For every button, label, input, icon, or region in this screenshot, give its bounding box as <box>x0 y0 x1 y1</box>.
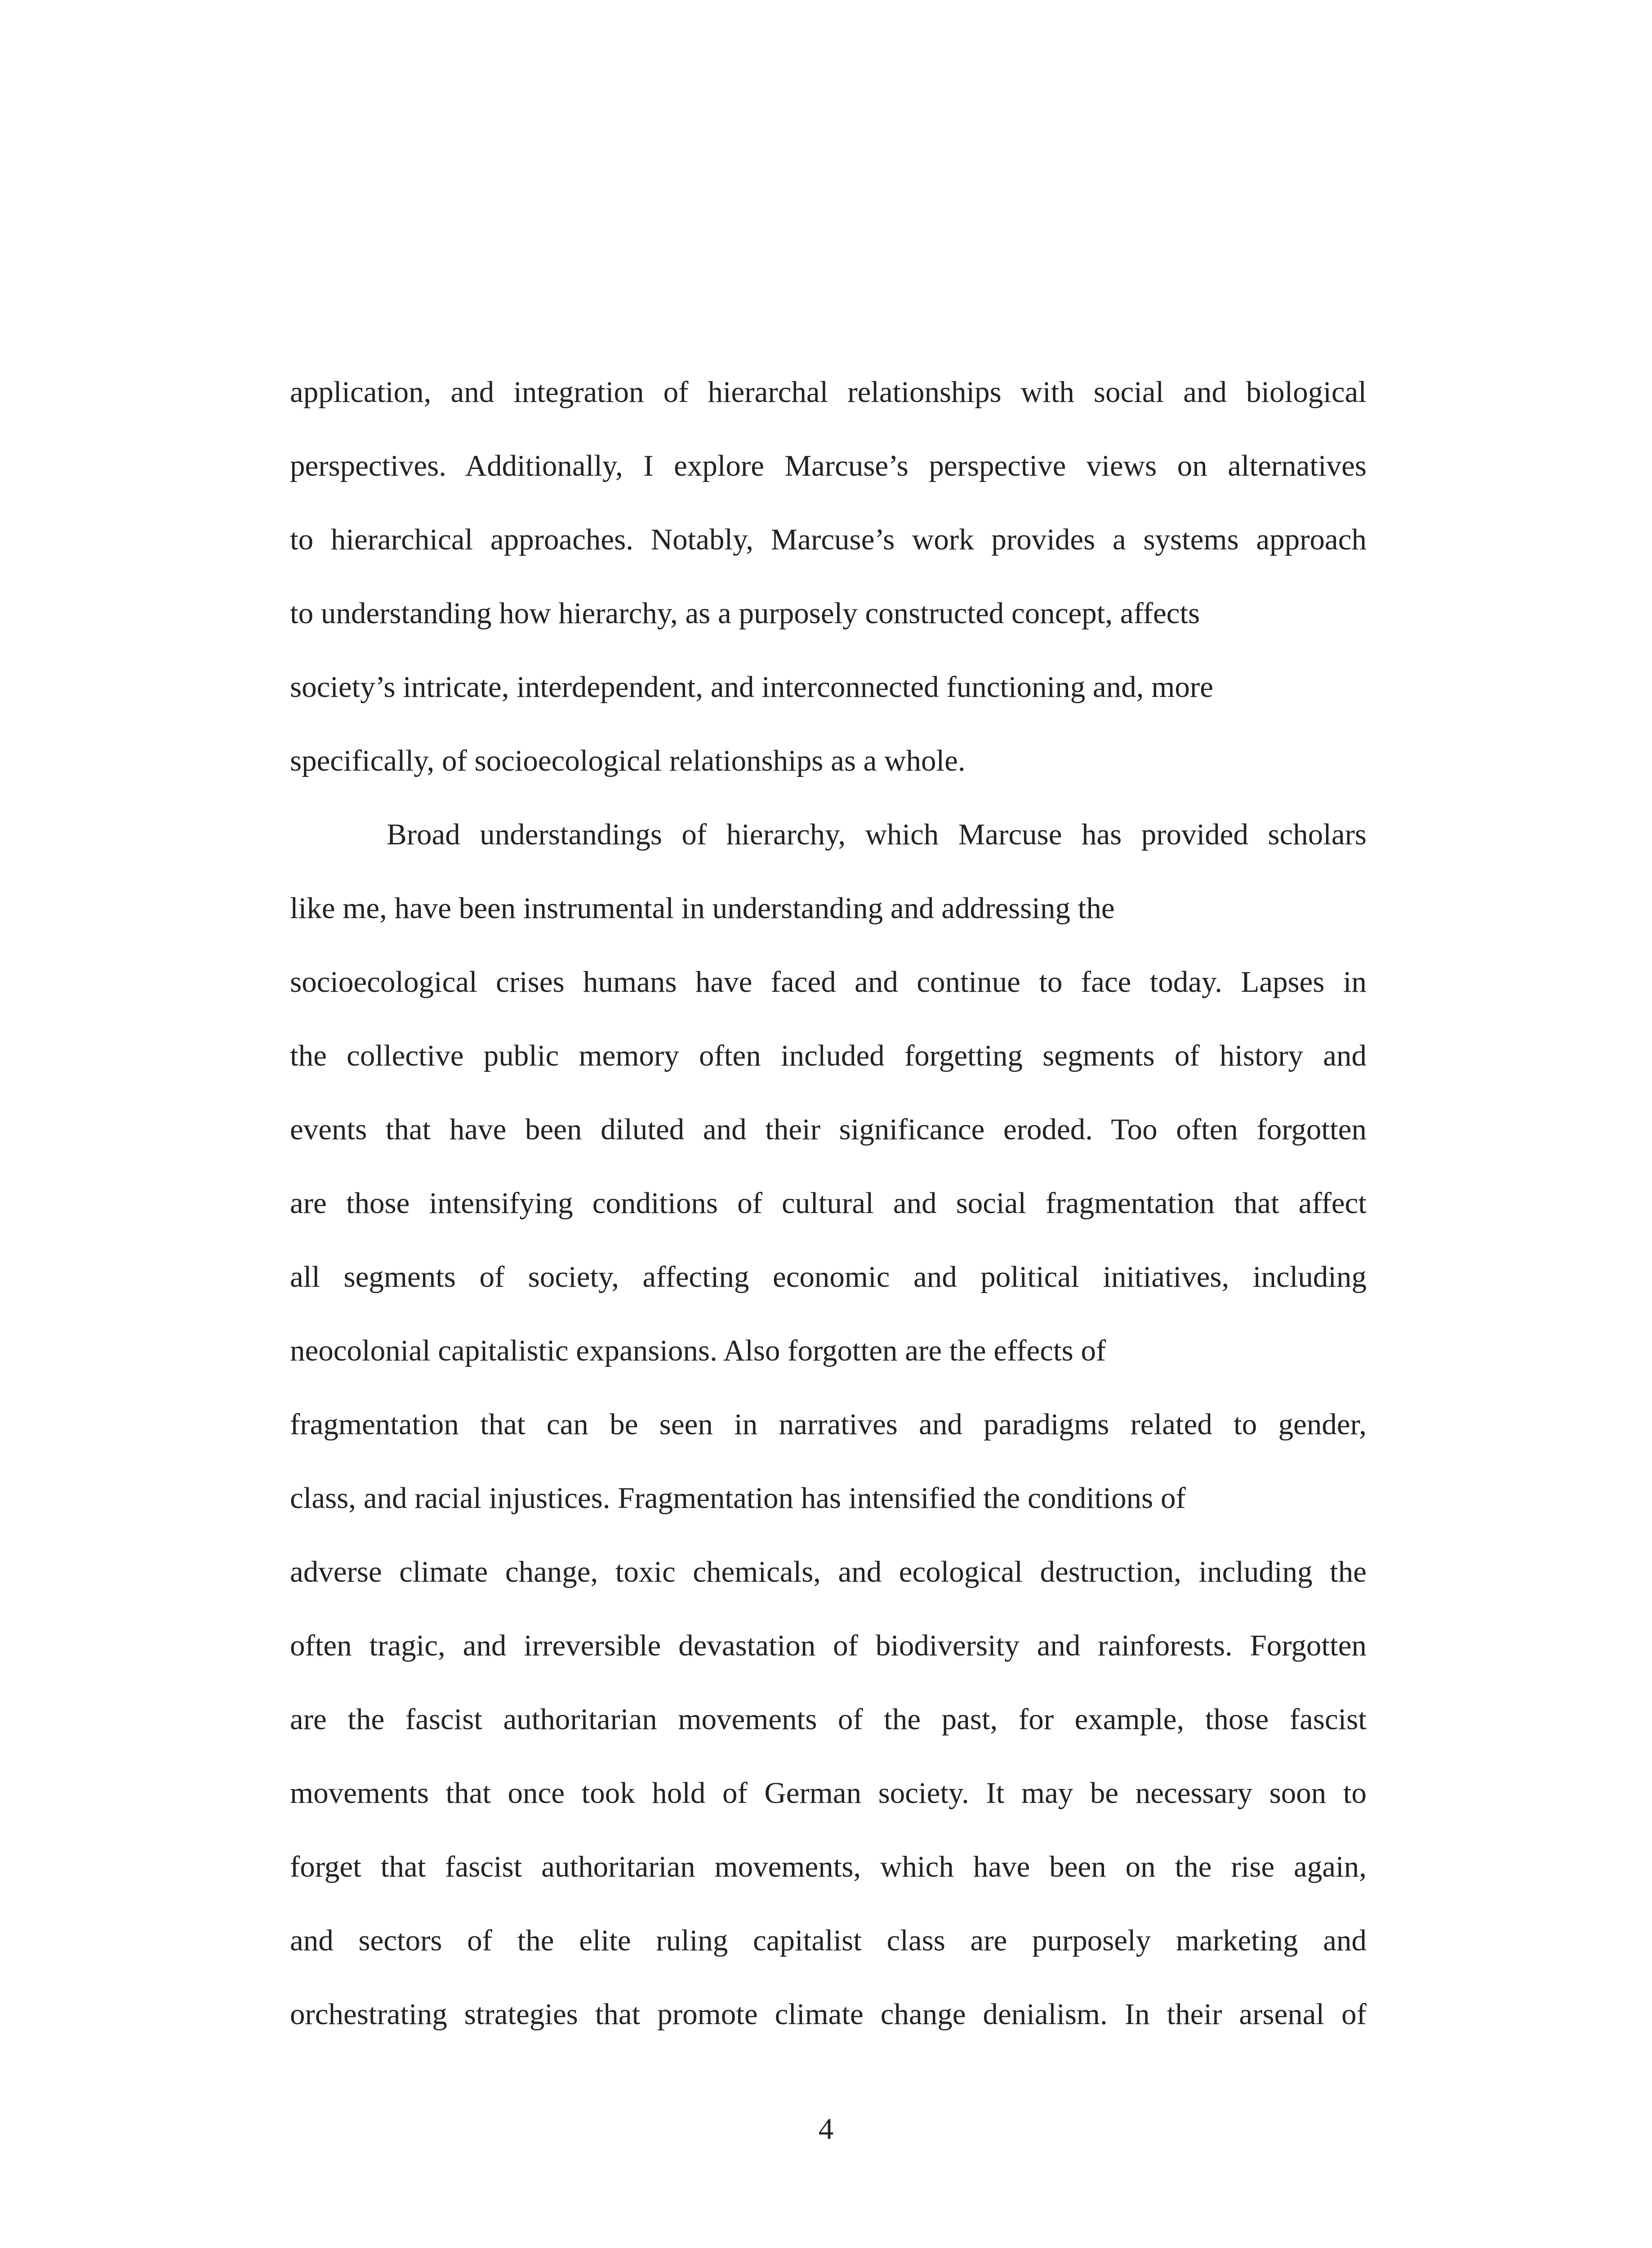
text-line: to understanding how hierarchy, as a purposely constructed concept, affects <box>290 597 1200 630</box>
text-line: often tragic, and irreversible devastation of biodiversity and rainforests. Forgotten <box>290 1629 1367 1662</box>
text-line: neocolonial capitalistic expansions. Also forgotten are the effects of <box>290 1334 1106 1367</box>
text-line: socioecological crises humans have faced and continue to face today. Lapses in <box>290 965 1367 999</box>
text-line: events that have been diluted and their significance eroded. Too often forgotten <box>290 1113 1367 1146</box>
text-line: all segments of society, affecting economic and political initiatives, including <box>290 1260 1367 1293</box>
text-line: are the fascist authoritarian movements of the past, for example, those fascist <box>290 1703 1367 1736</box>
text-line: class, and racial injustices. Fragmentation has intensified the conditions of <box>290 1481 1186 1515</box>
text-line: forget that fascist authoritarian movements, which have been on the rise again, <box>290 1850 1367 1883</box>
text-line: movements that once took hold of German society. It may be necessary soon to <box>290 1776 1367 1810</box>
text-line: society’s intricate, interdependent, and interconnected functioning and, more <box>290 670 1213 704</box>
text-line: the collective public memory often included forgetting segments of history and <box>290 1039 1367 1072</box>
text-line: are those intensifying conditions of cultural and social fragmentation that affect <box>290 1186 1367 1220</box>
text-line: application, and integration of hierarchal relationships with social and biological <box>290 375 1367 409</box>
text-line: perspectives. Additionally, I explore Marcuse’s perspective views on alternatives <box>290 449 1367 482</box>
text-line: and sectors of the elite ruling capitalist class are purposely marketing and <box>290 1924 1367 1957</box>
text-line: adverse climate change, toxic chemicals, and ecological destruction, including the <box>290 1555 1367 1588</box>
text-line: to hierarchical approaches. Notably, Marcuse’s work provides a systems approach <box>290 523 1367 556</box>
page-number: 4 <box>818 2112 834 2145</box>
body-text <box>290 355 1367 2051</box>
text-line: fragmentation that can be seen in narratives and paradigms related to gender, <box>290 1408 1367 1441</box>
text-line: specifically, of socioecological relationships as a whole. <box>290 744 966 777</box>
paragraph-first-line: Broad understandings of hierarchy, which Marcuse has provided scholars <box>387 818 1367 851</box>
text-line: orchestrating strategies that promote climate change denialism. In their arsenal of <box>290 1998 1367 2031</box>
text-line: like me, have been instrumental in understanding and addressing the <box>290 892 1115 925</box>
